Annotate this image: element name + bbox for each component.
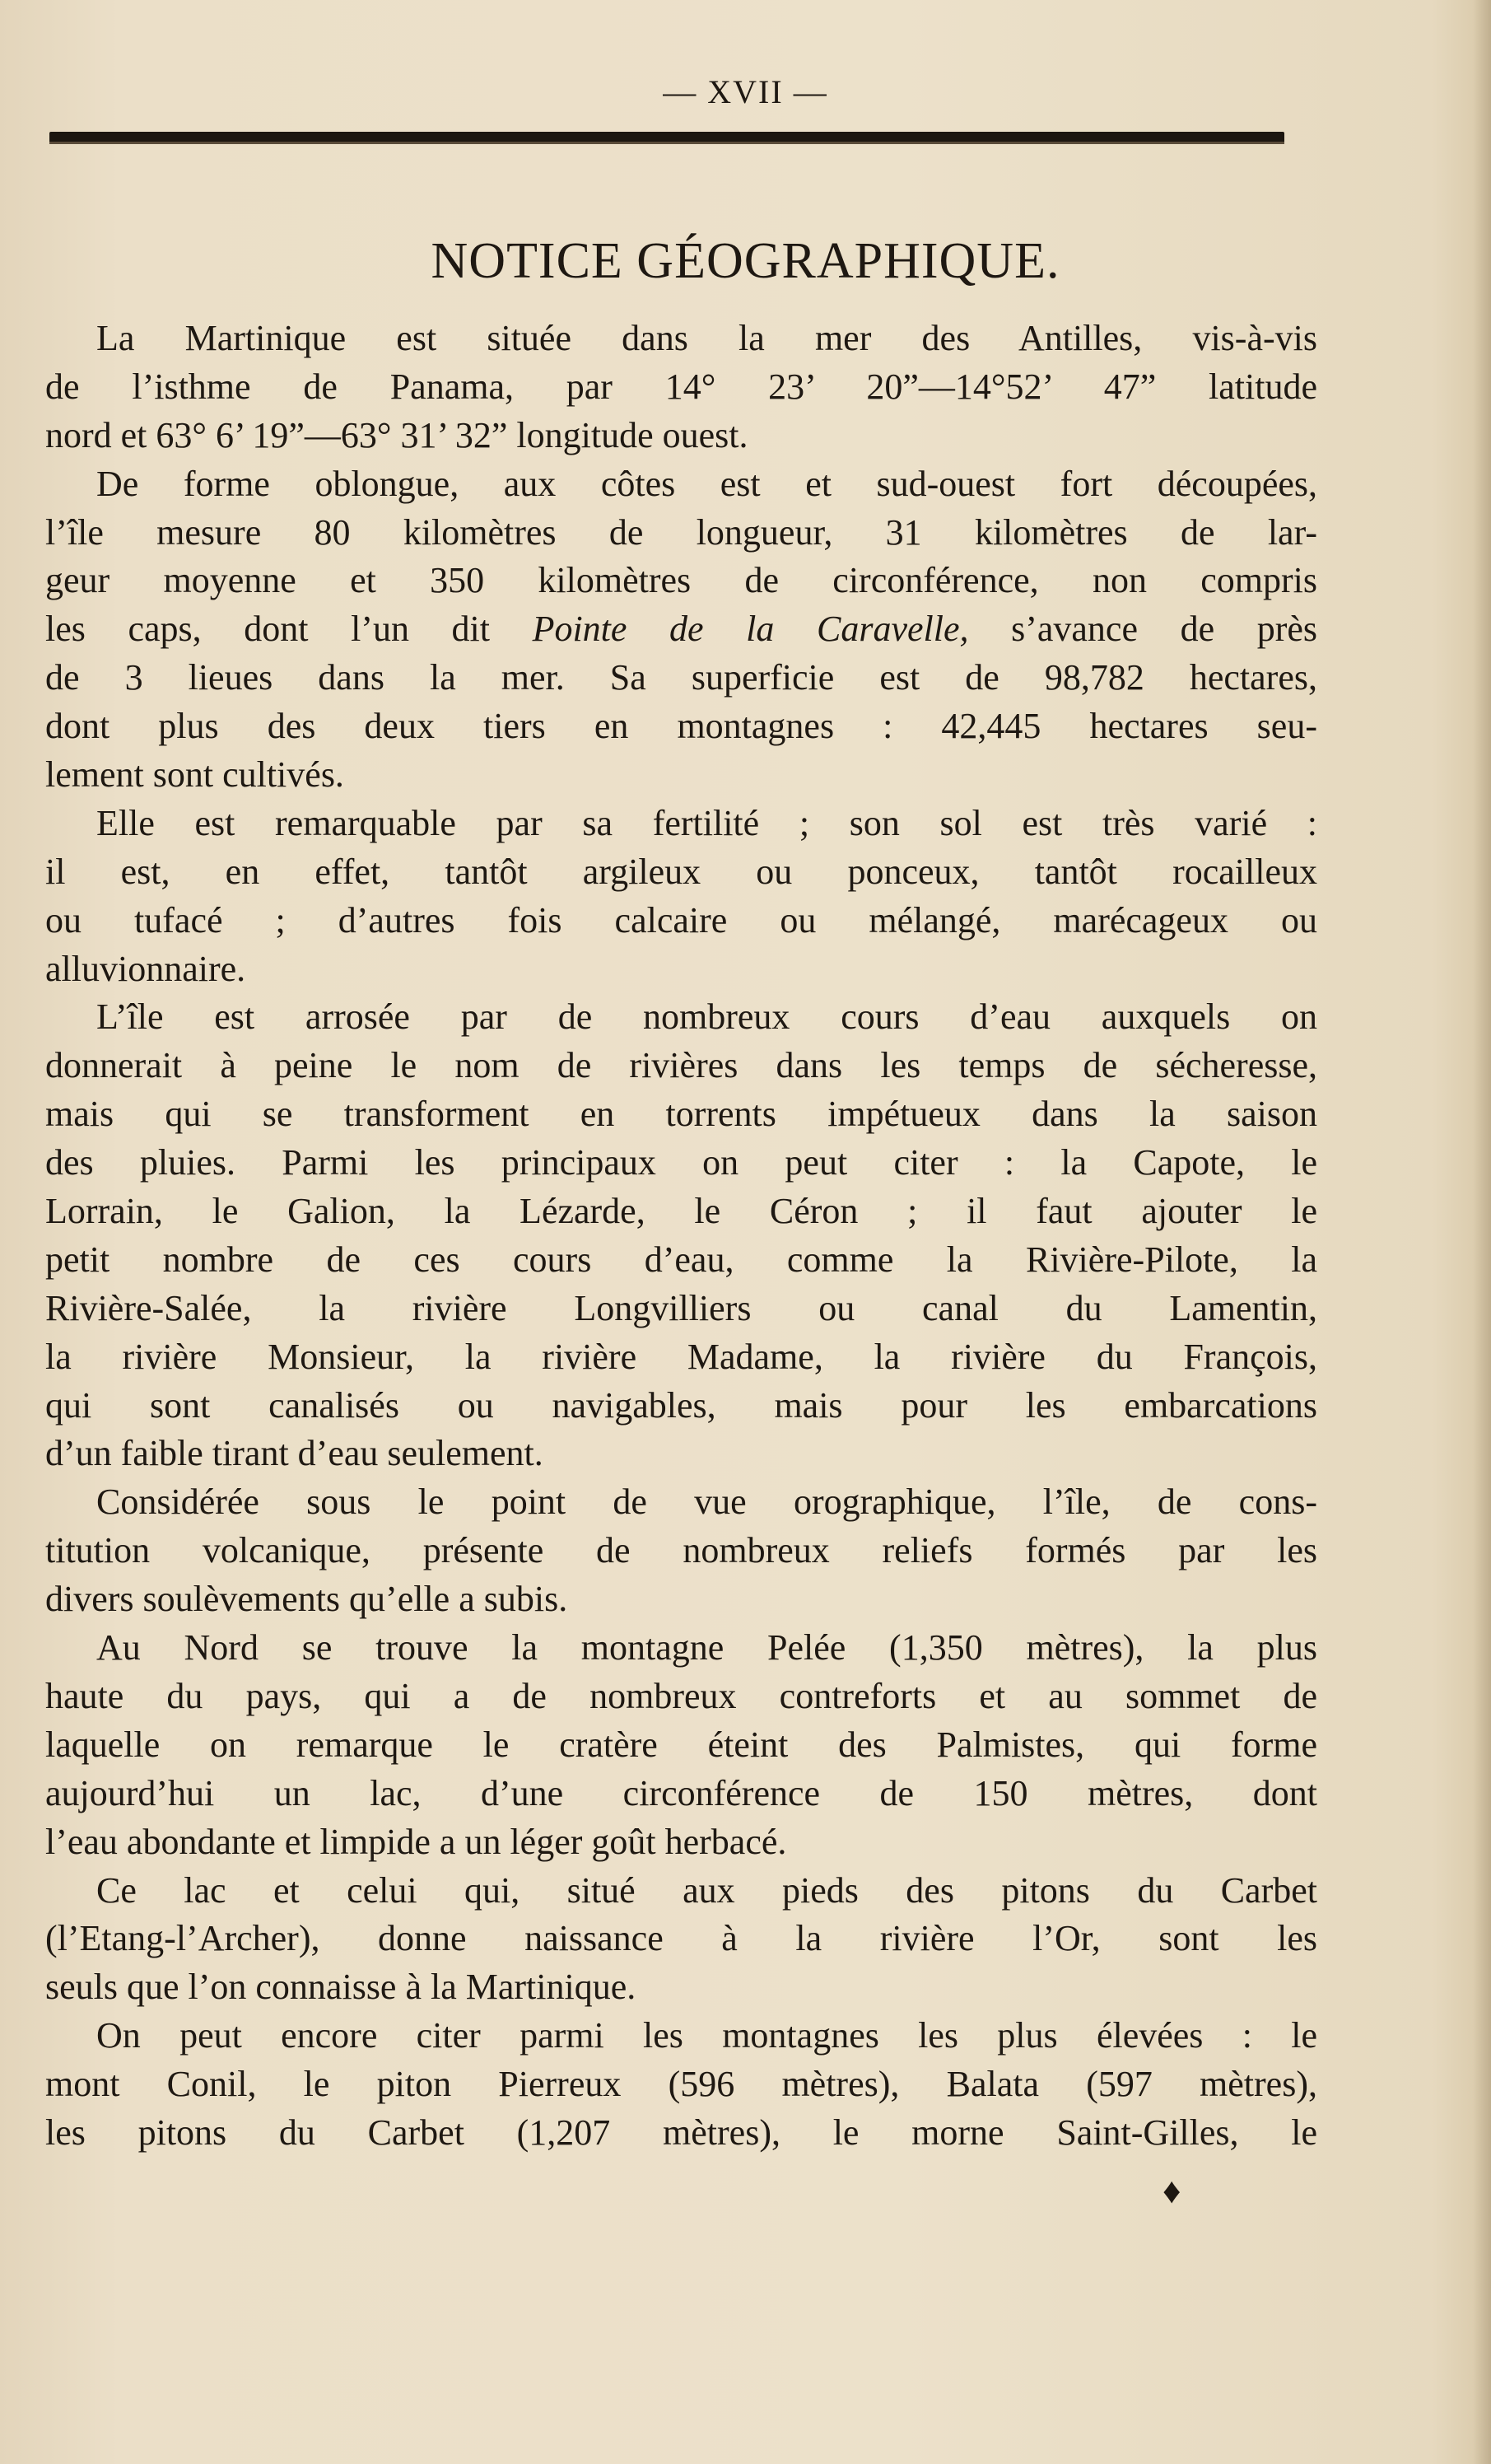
text-line: mais qui se transforment en torrents impétueux dans la saison: [45, 1094, 1317, 1135]
text-line: nord et 63° 6’ 19”—63° 31’ 32” longitude ouest.: [45, 414, 748, 455]
text-segment: les caps, dont l’un dit: [45, 609, 533, 650]
text-line: haute du pays, qui a de nombreux contreforts et au sommet de: [45, 1675, 1317, 1716]
page-edge-shadow: [1473, 0, 1491, 2464]
header-rule: [49, 132, 1284, 143]
text-line: les pitons du Carbet (1,207 mètres), le morne Saint-Gilles, le: [45, 2112, 1317, 2153]
italic-place-name: Pointe de la Caravelle,: [532, 609, 969, 650]
text-line: titution volcanique, présente de nombreux reliefs formés par les: [45, 1530, 1317, 1571]
text-line: Considérée sous le point de vue orographique, l’île, de cons-: [96, 1482, 1317, 1523]
text-line: d’un faible tirant d’eau seulement.: [45, 1433, 543, 1474]
text-line: divers soulèvements qu’elle a subis.: [45, 1579, 568, 1620]
text-line: donnerait à peine le nom de rivières dans les temps de sécheresse,: [45, 1045, 1317, 1086]
text-line: alluvionnaire.: [45, 948, 246, 989]
text-line: l’eau abondante et limpide a un léger goût herbacé.: [45, 1821, 787, 1862]
text-line: [45, 605, 1317, 654]
text-line: la rivière Monsieur, la rivière Madame, la rivière du François,: [45, 1336, 1317, 1377]
text-line: petit nombre de ces cours d’eau, comme la Rivière-Pilote, la: [45, 1239, 1317, 1280]
text-line: qui sont canalisés ou navigables, mais pour les embarcations: [45, 1384, 1317, 1426]
text-line: (l’Etang-l’Archer), donne naissance à la rivière l’Or, sont les: [45, 1918, 1317, 1959]
text-line: La Martinique est située dans la mer des Antilles, vis-à-vis: [96, 318, 1317, 358]
page-number: — XVII —: [663, 73, 828, 110]
text-line: De forme oblongue, aux côtes est et sud-ouest fort découpées,: [96, 463, 1317, 504]
text-line: On peut encore citer parmi les montagnes les plus élevées : le: [96, 2015, 1317, 2056]
signature-mark: ♦: [1163, 2171, 1181, 2211]
text-line: mont Conil, le piton Pierreux (596 mètres), Balata (597 mètres),: [45, 2064, 1317, 2105]
text-line: ou tufacé ; d’autres fois calcaire ou mélangé, marécageux ou: [45, 899, 1317, 940]
text-line: laquelle on remarque le cratère éteint des Palmistes, qui forme: [45, 1724, 1317, 1765]
text-line: dont plus des deux tiers en montagnes : 42,445 hectares seu-: [45, 706, 1317, 747]
text-line: de l’isthme de Panama, par 14° 23’ 20”—14°52’ 47” latitude: [45, 366, 1317, 407]
text-line: Ce lac et celui qui, situé aux pieds des pitons du Carbet: [96, 1869, 1317, 1911]
section-title: NOTICE GÉOGRAPHIQUE.: [431, 233, 1060, 289]
body-text: [45, 315, 1317, 2158]
text-line: Au Nord se trouve la montagne Pelée (1,350 mètres), la plus: [96, 1627, 1317, 1668]
text-line: aujourd’hui un lac, d’une circonférence de 150 mètres, dont: [45, 1772, 1317, 1813]
text-line: Elle est remarquable par sa fertilité ; son sol est très varié :: [96, 802, 1317, 843]
text-line: il est, en effet, tantôt argileux ou ponceux, tantôt rocailleux: [45, 851, 1317, 892]
text-line: L’île est arrosée par de nombreux cours d’eau auxquels on: [96, 996, 1317, 1038]
text-line: l’île mesure 80 kilomètres de longueur, 31 kilomètres de lar-: [45, 511, 1317, 553]
text-line: lement sont cultivés.: [45, 754, 344, 796]
text-line: seuls que l’on connaisse à la Martinique.: [45, 1967, 636, 2008]
text-line: de 3 lieues dans la mer. Sa superficie est de 98,782 hectares,: [45, 657, 1317, 698]
text-line: Lorrain, le Galion, la Lézarde, le Céron ; il faut ajouter le: [45, 1191, 1317, 1232]
text-line: Rivière-Salée, la rivière Longvilliers ou canal du Lamentin,: [45, 1287, 1317, 1328]
text-line: des pluies. Parmi les principaux on peut citer : la Capote, le: [45, 1142, 1317, 1183]
text-line: geur moyenne et 350 kilomètres de circonférence, non compris: [45, 560, 1317, 601]
text-segment: s’avance de près: [968, 609, 1317, 650]
